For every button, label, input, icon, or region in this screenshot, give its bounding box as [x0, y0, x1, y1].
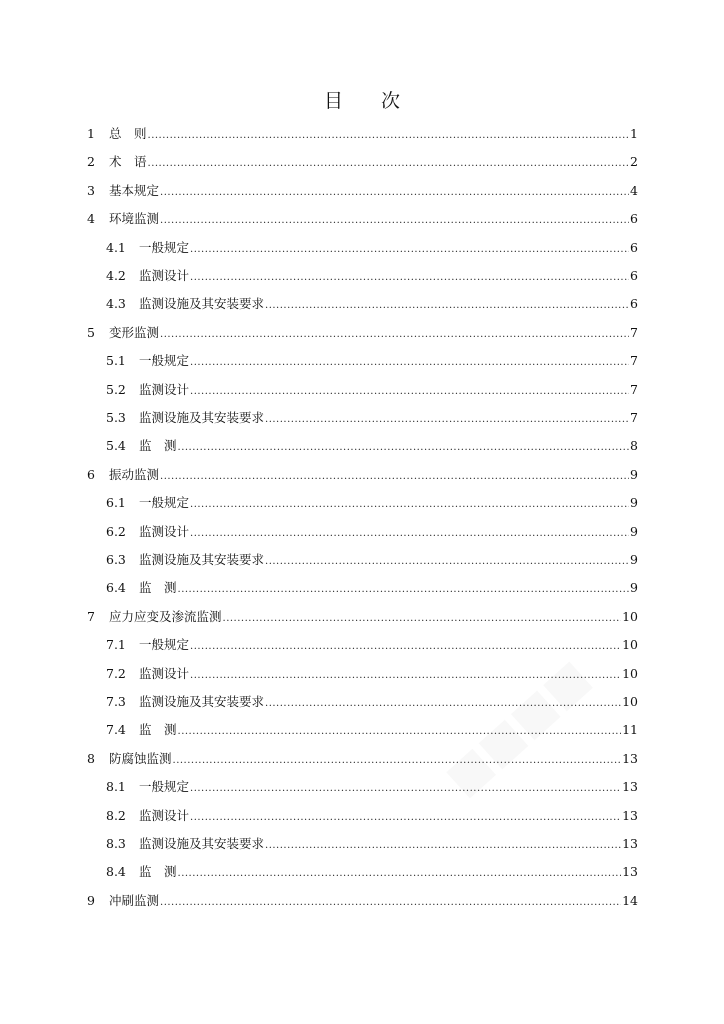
toc-dot-leader: [178, 861, 622, 887]
title-char: 目: [323, 90, 343, 112]
toc-dot-leader: [148, 123, 630, 149]
toc-entry[interactable]: [106, 689, 638, 715]
toc-entry[interactable]: [106, 235, 638, 261]
toc-entry-page-number: 10: [622, 665, 638, 681]
toc-entry-page-number: 9: [630, 523, 638, 539]
toc-entry-page-number: 8: [630, 438, 638, 454]
toc-entry-page-number: 7: [630, 381, 638, 397]
toc-entry-label: 监 测: [139, 722, 177, 738]
toc-entry-number: 6.2: [106, 523, 126, 539]
toc-entry-page-number: 6: [630, 211, 638, 227]
toc-entry-label: 监测设施及其安装要求: [139, 694, 265, 709]
toc-entry-page-number: 9: [630, 495, 638, 511]
toc-dot-leader: [190, 492, 629, 518]
toc-entry-label: 监测设计: [139, 523, 190, 539]
toc-entry-number: 7.2: [106, 665, 126, 681]
toc-entry-number: 8: [87, 750, 95, 766]
toc-dot-leader: [178, 435, 630, 461]
toc-entry-label: 振动监测: [109, 466, 160, 482]
toc-entry-number: 5.2: [106, 381, 126, 397]
toc-entry[interactable]: [87, 888, 638, 914]
toc-entry-label: 一般规定: [139, 495, 190, 511]
toc-entry[interactable]: [106, 433, 638, 459]
toc-dot-leader: [265, 549, 629, 575]
toc-entry-label: 监 测: [139, 580, 177, 596]
toc-entry-number: 8.2: [106, 807, 126, 823]
toc-dot-leader: [265, 293, 629, 319]
toc-entry-page-number: 7: [630, 324, 638, 340]
toc-dot-leader: [265, 691, 621, 717]
toc-entry-label: 监 测: [139, 438, 177, 454]
toc-entry[interactable]: [106, 348, 638, 374]
toc-entry-number: 6.1: [106, 495, 126, 511]
toc-entry-page-number: 9: [630, 580, 638, 596]
toc-entry-label: 监测设计: [139, 381, 190, 397]
toc-entry[interactable]: [106, 575, 638, 601]
title-char: 次: [381, 90, 401, 112]
toc-entry-label: 环境监测: [109, 211, 160, 227]
toc-entry-number: 7: [87, 608, 95, 624]
toc-entry-number: 6: [87, 466, 95, 482]
toc-entry-label: 防腐蚀监测: [109, 750, 172, 766]
toc-entry-label: 冲刷监测: [109, 892, 160, 908]
toc-entry[interactable]: [106, 831, 638, 857]
toc-dot-leader: [160, 890, 621, 916]
toc-entry[interactable]: [106, 632, 638, 658]
toc-entry-label: 监测设计: [139, 807, 190, 823]
toc-entry[interactable]: [106, 405, 638, 431]
toc-entry-page-number: 7: [630, 410, 638, 425]
toc-entry-number: 4.3: [106, 296, 126, 312]
toc-entry-page-number: 13: [622, 807, 638, 823]
toc-dot-leader: [160, 464, 629, 490]
toc-entry-label: 监测设施及其安装要求: [139, 552, 265, 567]
toc-entry-page-number: 6: [630, 296, 638, 312]
toc-entry-label: 监测设施及其安装要求: [139, 410, 265, 425]
toc-entry-number: 8.1: [106, 779, 126, 795]
toc-entry-number: 6.4: [106, 580, 126, 596]
toc-entry[interactable]: [106, 519, 638, 545]
toc-entry-label: 总 则: [109, 126, 147, 141]
toc-entry-page-number: 10: [622, 694, 638, 709]
toc-entry-label: 基本规定: [109, 182, 160, 198]
toc-dot-leader: [265, 833, 621, 859]
toc-entry-page-number: 6: [630, 239, 638, 255]
toc-dot-leader: [223, 606, 622, 632]
toc-dot-leader: [160, 208, 629, 234]
toc-entry-number: 6.3: [106, 552, 126, 567]
toc-dot-leader: [190, 379, 629, 405]
toc-entry-number: 7.4: [106, 722, 126, 738]
toc-entry-number: 7.1: [106, 637, 126, 653]
toc-entry-label: 监测设计: [139, 665, 190, 681]
toc-entry-page-number: 6: [630, 268, 638, 283]
toc-entry-label: 一般规定: [139, 637, 190, 653]
toc-dot-leader: [265, 407, 629, 433]
toc-dot-leader: [178, 577, 630, 603]
toc-entry-number: 3: [87, 182, 95, 198]
toc-entry-page-number: 14: [622, 892, 638, 908]
toc-entry-label: 一般规定: [139, 239, 190, 255]
toc-dot-leader: [190, 350, 629, 376]
toc-entry-number: 4.1: [106, 239, 126, 255]
toc-entry-page-number: 13: [622, 750, 638, 766]
toc-entry[interactable]: [106, 803, 638, 829]
toc-entry-number: 5: [87, 324, 95, 340]
toc-entry-page-number: 10: [622, 637, 638, 653]
toc-dot-leader: [173, 748, 622, 774]
toc-entry-page-number: 9: [630, 552, 638, 567]
toc-entry-label: 应力应变及渗流监测: [109, 608, 222, 624]
toc-entry[interactable]: [106, 859, 638, 885]
toc-dot-leader: [190, 663, 621, 689]
toc-entry[interactable]: [106, 717, 638, 743]
toc-entry-page-number: 4: [630, 182, 638, 198]
toc-entry[interactable]: [87, 206, 638, 232]
toc-entry-label: 一般规定: [139, 353, 190, 369]
toc-dot-leader: [190, 776, 621, 802]
toc-entry-label: 变形监测: [109, 324, 160, 340]
toc-entry-number: 2: [87, 154, 95, 170]
toc-entry[interactable]: [87, 604, 638, 630]
toc-entry-page-number: 13: [622, 836, 638, 851]
toc-entry-page-number: 13: [622, 864, 638, 880]
toc-dot-leader: [148, 151, 630, 177]
toc-entry[interactable]: [87, 121, 638, 147]
toc-dot-leader: [190, 805, 621, 831]
toc-entry[interactable]: [87, 746, 638, 772]
toc-entry-label: 监 测: [139, 864, 177, 880]
toc-entry-page-number: 13: [622, 779, 638, 795]
toc-entry[interactable]: [106, 490, 638, 516]
toc-entry-number: 8.3: [106, 836, 126, 851]
toc-entry-number: 7.3: [106, 694, 126, 709]
toc-entry[interactable]: [87, 462, 638, 488]
toc-entry[interactable]: [87, 149, 638, 175]
toc-entry[interactable]: [87, 178, 638, 204]
page-title: [0, 86, 724, 113]
toc-entry-number: 9: [87, 892, 95, 908]
toc-entry[interactable]: [106, 661, 638, 687]
toc-entry-page-number: 11: [622, 722, 638, 738]
toc-entry-page-number: 2: [630, 154, 638, 170]
toc-entry-label: 监测设计: [139, 268, 190, 283]
toc-entry-label: 监测设施及其安装要求: [139, 296, 265, 312]
toc-entry[interactable]: [106, 547, 638, 573]
toc-entry-label: 术 语: [109, 154, 147, 170]
toc-dot-leader: [178, 719, 622, 745]
toc-entry-number: 5.4: [106, 438, 126, 454]
toc-entry-page-number: 9: [630, 466, 638, 482]
toc-entry-page-number: 1: [630, 126, 638, 141]
toc-entry-label: 监测设施及其安装要求: [139, 836, 265, 851]
toc-dot-leader: [190, 265, 629, 291]
toc-entry-page-number: 7: [630, 353, 638, 369]
toc-entry-number: 5.3: [106, 410, 126, 425]
toc-entry-number: 4: [87, 211, 95, 227]
toc-entry-number: 8.4: [106, 864, 126, 880]
toc-entry[interactable]: [106, 377, 638, 403]
toc-dot-leader: [190, 237, 629, 263]
toc-entry-number: 1: [87, 126, 95, 141]
toc-entry-page-number: 10: [622, 608, 638, 624]
toc-entry-label: 一般规定: [139, 779, 190, 795]
watermark: ■■■■: [434, 648, 600, 806]
toc-entry-number: 4.2: [106, 268, 126, 283]
toc-entry[interactable]: [87, 320, 638, 346]
toc-dot-leader: [160, 322, 629, 348]
toc-dot-leader: [190, 521, 629, 547]
toc-entry-number: 5.1: [106, 353, 126, 369]
toc-dot-leader: [190, 634, 621, 660]
toc-dot-leader: [160, 180, 629, 206]
toc-entry[interactable]: [106, 263, 638, 289]
toc-entry[interactable]: [106, 291, 638, 317]
toc-entry[interactable]: [106, 774, 638, 800]
